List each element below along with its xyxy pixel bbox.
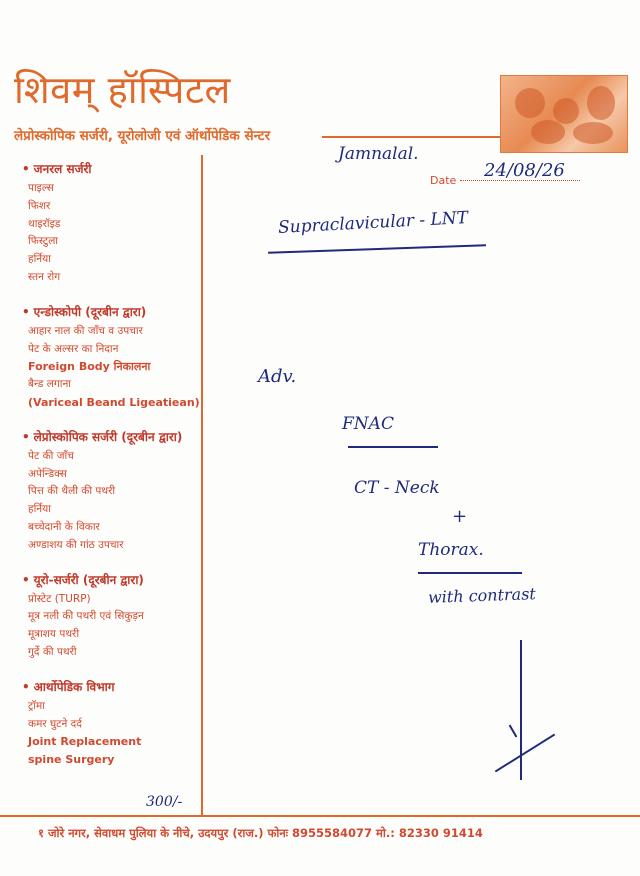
diagnosis-underline	[268, 244, 486, 253]
list-item: पेट के अल्सर का निदान	[28, 342, 119, 355]
bullet-icon: •	[22, 679, 30, 694]
list-item: थाइरॉइड	[28, 217, 61, 230]
list-item: आहार नाल की जाँच व उपचार	[28, 324, 143, 337]
section-laparoscopic-surgery	[22, 428, 202, 555]
list-item: मूत्र नली की पथरी एवं सिकुड़न	[28, 610, 144, 623]
list-item: पाइल्स	[28, 182, 54, 194]
list-item: spine Surgery	[28, 753, 115, 767]
bullet-icon: •	[22, 304, 30, 319]
list-item: प्रोस्टेट (TURP)	[28, 592, 91, 605]
section-endoscopy	[22, 303, 202, 412]
list-item: Joint Replacement	[28, 735, 142, 749]
signature-stroke	[509, 724, 518, 737]
footer-divider	[0, 815, 640, 817]
date-label: Date	[430, 174, 457, 187]
advice-item: +	[452, 506, 468, 527]
bullet-icon: •	[22, 162, 30, 176]
hospital-tagline: लेप्रोस्कोपिक सर्जरी, यूरोलोजी एवं ऑर्थोपेडिक सेन्टर	[14, 128, 271, 144]
section-general-surgery	[22, 160, 202, 287]
list-item: अण्डाशय की गांठ उपचार	[28, 538, 124, 551]
section-title: यूरो-सर्जरी (दूरबीन द्वारा)	[33, 572, 144, 587]
list-item: फिस्टुला	[28, 235, 59, 248]
advice-underline	[418, 572, 522, 574]
list-item: (Variceal Beand Ligeatiean)	[28, 395, 200, 409]
list-item: हर्निया	[28, 503, 51, 516]
hospital-name: शिवम् हॉस्पिटल	[14, 68, 231, 112]
services-sidebar	[22, 160, 202, 785]
list-item: बच्चेदानी के विकार	[28, 520, 100, 533]
advice-heading: Adv.	[258, 366, 297, 387]
list-item: फिशर	[28, 199, 51, 212]
advice-item: CT - Neck	[354, 478, 440, 498]
section-title: आर्थोपेडिक विभाग	[33, 679, 115, 694]
footer-address: १ जोरे नगर, सेवाधम पुलिया के नीचे, उदयपुर (राज.) फोनः 8955584077 मो.: 82330 91414	[38, 826, 483, 840]
list-item: पित्त की थैली की पथरी	[28, 485, 116, 498]
section-uro-surgery	[22, 571, 202, 662]
section-title: लेप्रोस्कोपिक सर्जरी (दूरबीन द्वारा)	[33, 429, 183, 444]
list-item: हर्निया	[28, 253, 51, 266]
list-item: Foreign Body निकालना	[28, 360, 151, 374]
bullet-icon: •	[22, 429, 30, 444]
list-item: स्तन रोग	[28, 270, 61, 283]
section-title: एन्डोस्कोपी (दूरबीन द्वारा)	[33, 304, 147, 319]
signature-stroke	[495, 734, 555, 773]
signature-stroke	[520, 640, 522, 780]
list-item: पेट की जाँच	[28, 449, 74, 462]
list-item: अपेन्डिक्स	[28, 467, 67, 480]
list-item: बैन्ड लगाना	[28, 378, 72, 391]
advice-item: Thorax.	[418, 540, 484, 560]
advice-item: FNAC	[342, 414, 394, 434]
list-item: मूत्राशय पथरी	[28, 628, 80, 641]
list-item: कमर घुटने दर्द	[28, 717, 82, 730]
patient-name: Jamnalal.	[338, 144, 419, 164]
list-item: गुर्दे की पथरी	[28, 645, 77, 658]
hospital-logo	[500, 75, 628, 153]
diagnosis-text: Supraclavicular - LNT	[277, 208, 469, 238]
section-orthopedic	[22, 678, 202, 769]
fee-note: 300/-	[146, 794, 183, 810]
bullet-icon: •	[22, 572, 30, 587]
advice-item: with contrast	[427, 584, 537, 607]
advice-underline	[348, 446, 438, 448]
list-item: ट्रॉमा	[28, 699, 46, 712]
section-title: जनरल सर्जरी	[33, 162, 92, 176]
date-value: 24/08/26	[484, 160, 565, 181]
